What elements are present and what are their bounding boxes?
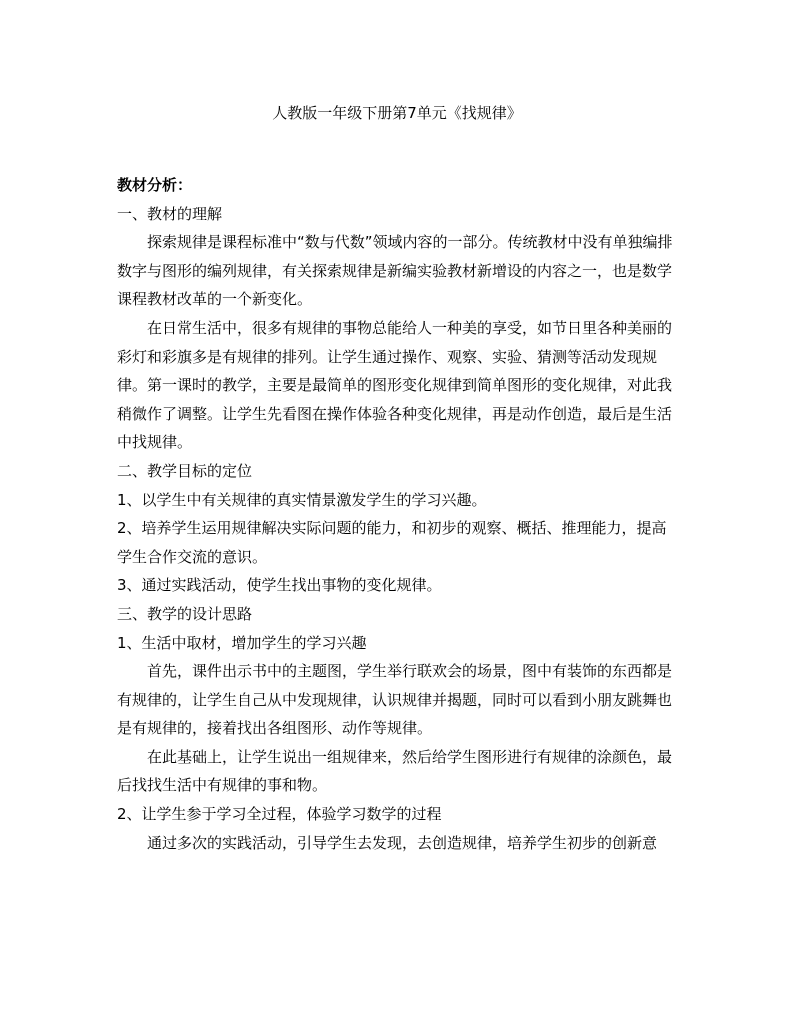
paragraph: 2、培养学生运用规律解决实际问题的能力，和初步的观察、概括、推理能力，提高学生合作交流的意识。 bbox=[117, 519, 667, 566]
paragraph: 2、让学生参于学习全过程，体验学习数学的过程 bbox=[117, 805, 442, 824]
paragraph: 在日常生活中，很多有规律的事物总能给人一种美的享受，如节日里各种美丽的彩灯和彩旗多是有规律的排列。让学生通过操作、观察、实验、猜测等活动发现规律。第一课时的教学，主要是最简单的图形变化规律到简单图形的变化规律，对此我稍微作了调整。让学生先看图在操作体验各种变化规律，再是动作创造，最后是生活中找规律。 bbox=[117, 318, 673, 452]
paragraph: 三、教学的设计思路 bbox=[117, 604, 253, 623]
paragraph: 探索规律是课程标准中“数与代数”领域内容的一部分。传统教材中没有单独编排数字与图形的编列规律，有关探索规律是新编实验教材新增设的内容之一，也是数学课程教材改革的一个新变化。 bbox=[117, 233, 673, 309]
paragraph: 一、教材的理解 bbox=[117, 204, 223, 223]
document-body bbox=[117, 171, 679, 857]
paragraph: 二、教学目标的定位 bbox=[117, 461, 253, 480]
paragraph: 1、生活中取材，增加学生的学习兴趣 bbox=[117, 633, 367, 652]
paragraph: 3、通过实践活动，使学生找出事物的变化规律。 bbox=[117, 576, 442, 595]
paragraph: 在此基础上，让学生说出一组规律来，然后给学生图形进行有规律的涂颜色，最后找找生活中有规律的事和物。 bbox=[117, 747, 673, 795]
section-heading: 教材分析： bbox=[117, 176, 193, 194]
paragraph: 通过多次的实践活动，引导学生去发现，去创造规律，培养学生初步的创新意 bbox=[147, 833, 658, 852]
document-title: 人教版一年级下册第7单元《找规律》 bbox=[272, 104, 522, 122]
paragraph: 1、以学生中有关规律的真实情景激发学生的学习兴趣。 bbox=[117, 490, 487, 509]
paragraph: 首先，课件出示书中的主题图，学生举行联欢会的场景，图中有装饰的东西都是有规律的，让学生自己从中发现规律，认识规律并揭题，同时可以看到小朋友跳舞也是有规律的，接着找出各组图形、动作等规律。 bbox=[117, 662, 673, 738]
